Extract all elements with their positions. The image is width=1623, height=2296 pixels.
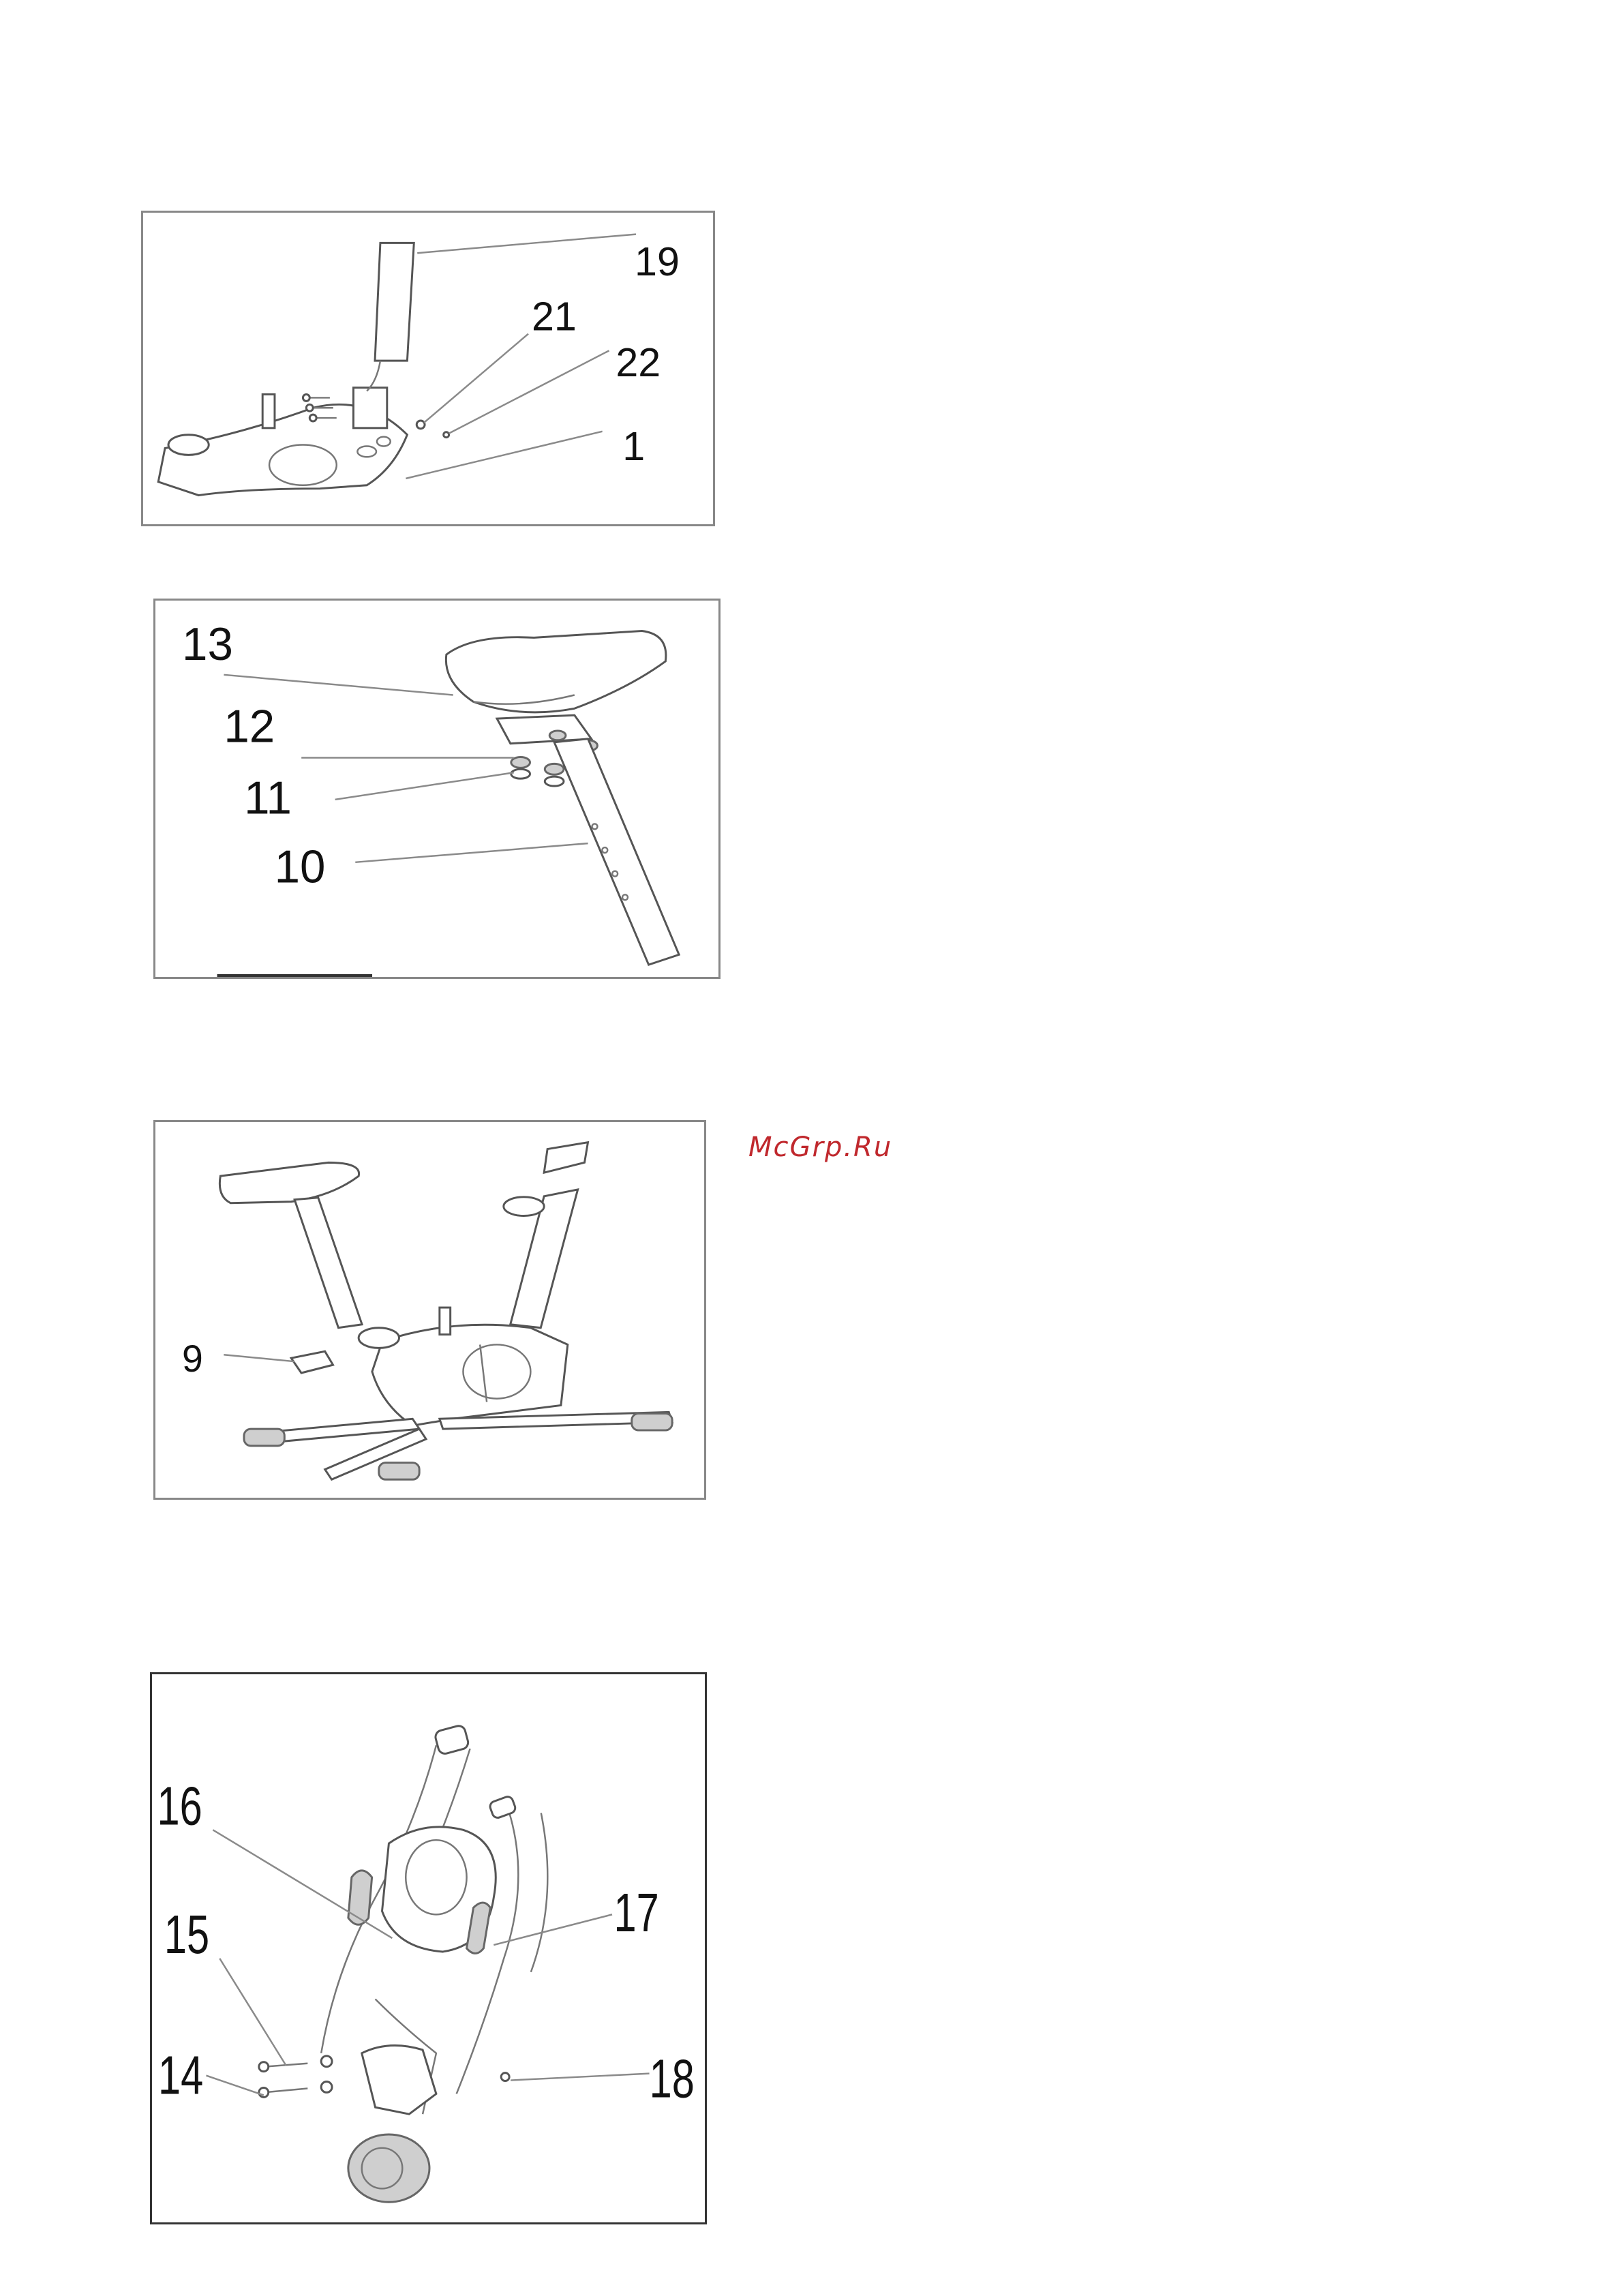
diagram-panel-3-drawing (155, 1122, 704, 1498)
leader-19 (417, 235, 636, 254)
diagram-panel-3 (153, 1120, 706, 1500)
cable (367, 361, 380, 391)
leader-18 (511, 2074, 649, 2081)
bolts (259, 2056, 332, 2098)
saddle (219, 1162, 359, 1203)
leader-9 (224, 1355, 294, 1361)
pulse-grip-left (348, 1871, 372, 1924)
adjustment-knob (291, 1351, 333, 1373)
seat-post (554, 739, 679, 965)
seat-socket (359, 1328, 399, 1348)
diagram-panel-1 (141, 211, 715, 526)
part-label-22: 22 (616, 339, 661, 385)
leader-11 (335, 772, 514, 800)
frame-post (440, 1308, 451, 1335)
foot-cap (379, 1463, 419, 1480)
flywheel-cover (348, 2134, 429, 2202)
handlebar-right-inner (531, 1813, 547, 1972)
foot-cap (244, 1429, 284, 1446)
part-label-17: 17 (613, 1882, 659, 1944)
handlebar-end (434, 1724, 470, 1755)
diagram-panel-1-drawing (143, 213, 713, 524)
part-label-14: 14 (157, 2044, 204, 2106)
part-label-13: 13 (182, 619, 233, 671)
handlebar-end (489, 1795, 517, 1819)
leader-14 (206, 2076, 263, 2096)
part-label-21: 21 (532, 293, 577, 339)
saddle (446, 631, 666, 712)
part-label-10: 10 (274, 841, 326, 893)
leader-22 (449, 350, 609, 433)
part-label-12: 12 (224, 701, 275, 753)
part-label-15: 15 (164, 1903, 210, 1965)
leader-10 (355, 843, 588, 862)
upright-tube (375, 243, 414, 361)
leader-15 (219, 1959, 286, 2066)
diagram-panel-4-drawing (152, 1674, 705, 2222)
seat-tube-socket (168, 435, 209, 455)
part-label-18: 18 (649, 2047, 695, 2109)
diagram-panel-2 (153, 599, 721, 979)
main-frame (372, 1325, 568, 1425)
part-label-1: 1 (622, 423, 646, 470)
leader-1 (406, 432, 602, 479)
leader-13 (224, 675, 453, 695)
screw-18 (501, 2073, 509, 2081)
upright-knob (504, 1197, 544, 1216)
part-label-19: 19 (635, 238, 680, 284)
washer-21 (416, 421, 425, 429)
upright-socket (353, 388, 386, 428)
part-label-16: 16 (157, 1774, 202, 1837)
console-bracket (544, 1143, 588, 1173)
diagram-panel-2-drawing (155, 601, 718, 977)
part-label-11: 11 (244, 772, 292, 824)
frame-post (262, 395, 275, 428)
foot-cap (632, 1413, 672, 1430)
part-label-9: 9 (181, 1338, 203, 1380)
leader-21 (424, 334, 528, 423)
seat-post (294, 1198, 362, 1328)
diagram-panel-4 (150, 1672, 707, 2224)
watermark-text: McGrp.Ru (748, 1132, 893, 1163)
bolt-22 (444, 432, 449, 438)
